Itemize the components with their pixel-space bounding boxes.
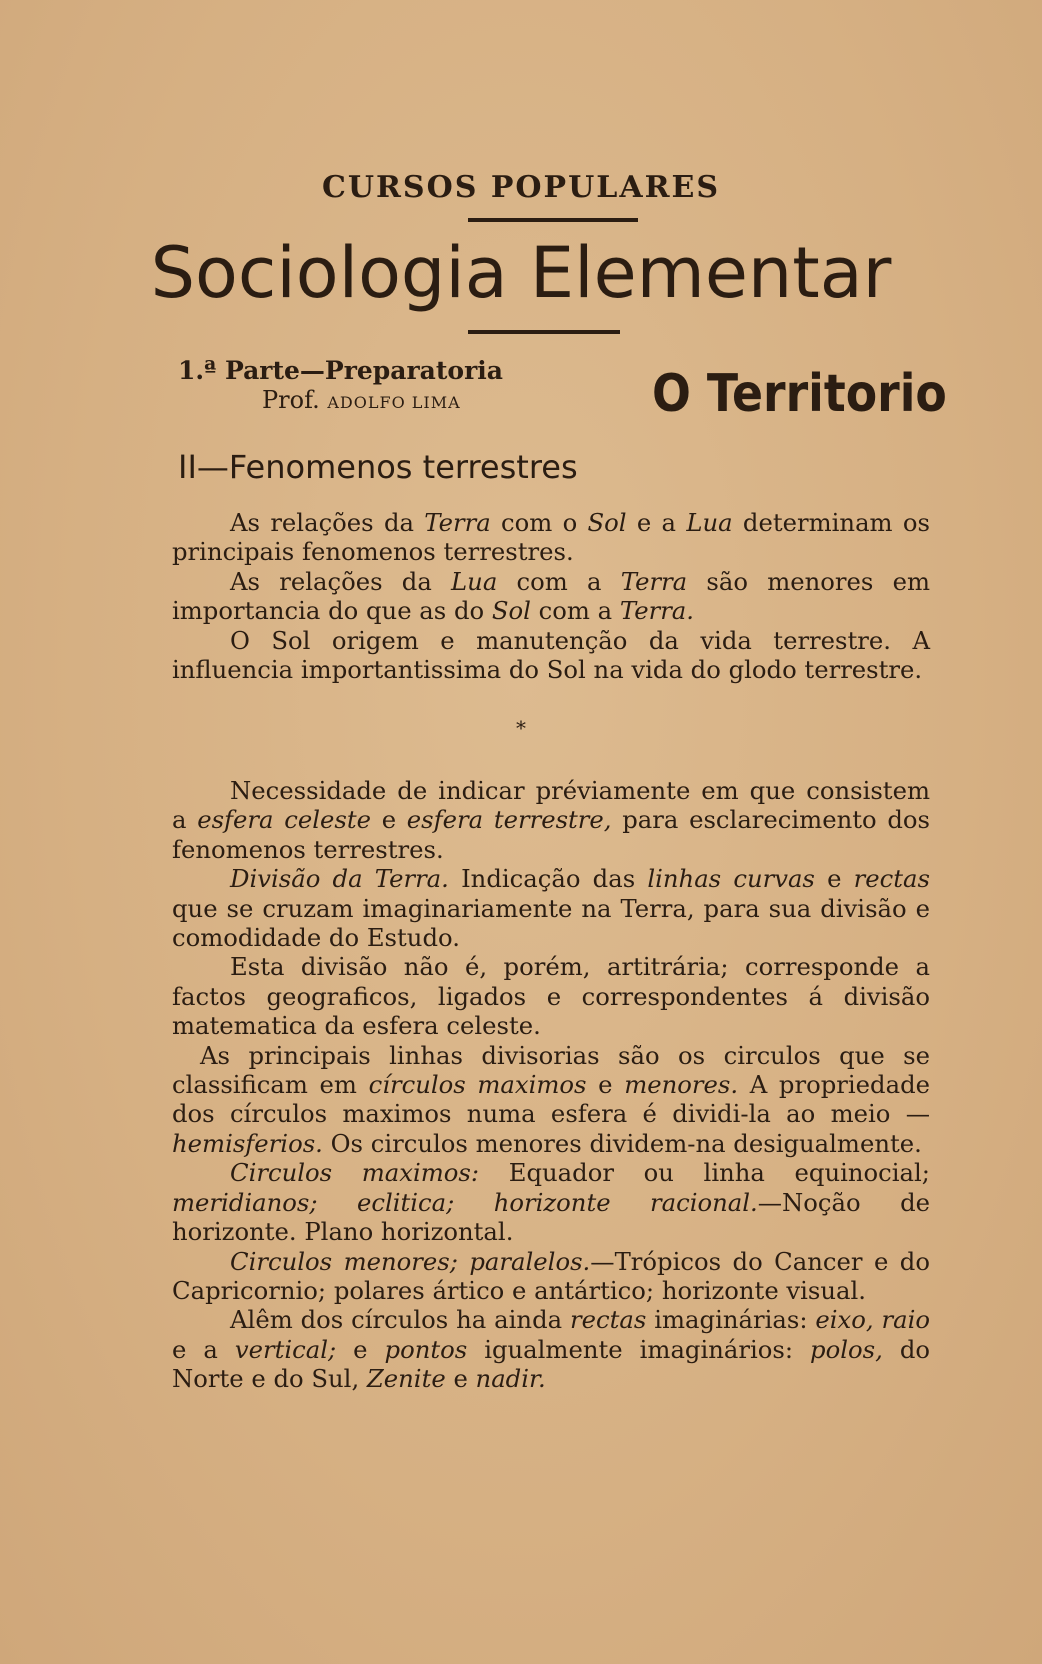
intro-paragraphs xyxy=(172,508,930,684)
author-prefix: Prof. xyxy=(262,386,320,414)
paragraph: O Sol origem e manutenção da vida terrestre. A influencia importantissima do Sol na vida do glodo terrestre. xyxy=(172,625,930,685)
paragraph: As relações da Terra com o Sol e a Lua determinam os principais fenomenos terrestres. xyxy=(172,508,930,567)
part-label: 1.ª Parte—Preparatoria xyxy=(178,356,503,385)
paragraph: Alêm dos círculos ha ainda rectas imaginárias: eixo, raio e a vertical; e pontos igualmente imaginários: polos, do Norte e do Sul, Zenite e nadir. xyxy=(172,1305,930,1394)
section-title: O Territorio xyxy=(652,364,947,424)
chapter-subtitle: II—Fenomenos terrestres xyxy=(178,448,578,486)
paragraph: As relações da Lua com a Terra são menores em importancia do que as do Sol com a Terra. xyxy=(172,566,930,626)
paragraph: Necessidade de indicar préviamente em que consistem a esfera celeste e esfera terrestre, para esclarecimento dos fenomenos terrestres. xyxy=(172,776,930,864)
paragraph: As principais linhas divisorias são os circulos que se classificam em círculos maximos e menores. A propriedade dos círculos maximos numa esfera é dividi-la ao meio —hemisferios. Os circulos menores dividem-na desigualmente. xyxy=(172,1040,931,1158)
paragraph: Divisão da Terra. Indicação das linhas curvas e rectas que se cruzam imaginariamente na Terra, para sua divisão e comodidade do Estudo. xyxy=(172,864,930,953)
series-title: CURSOS POPULARES xyxy=(321,170,721,205)
main-paragraphs xyxy=(172,776,930,1394)
page-title: Sociologia Elementar xyxy=(150,232,892,314)
paragraph: Circulos maximos: Equador ou linha equinocial; meridianos; eclitica; horizonte racional.—Noção de horizonte. Plano horizontal. xyxy=(172,1158,931,1247)
paragraph: Circulos menores; paralelos.—Trópicos do Cancer e do Capricornio; polares ártico e antártico; horizonte visual. xyxy=(172,1246,930,1305)
section-separator: * xyxy=(516,716,526,740)
author-name: ADOLFO LIMA xyxy=(327,393,461,412)
paragraph: Esta divisão não é, porém, artitrária; corresponde a factos geograficos, ligados e correspondentes á divisão matematica da esfera celeste. xyxy=(172,952,930,1041)
author-line xyxy=(262,386,461,414)
title-rule-bottom xyxy=(468,330,620,334)
title-rule-top xyxy=(468,218,638,222)
